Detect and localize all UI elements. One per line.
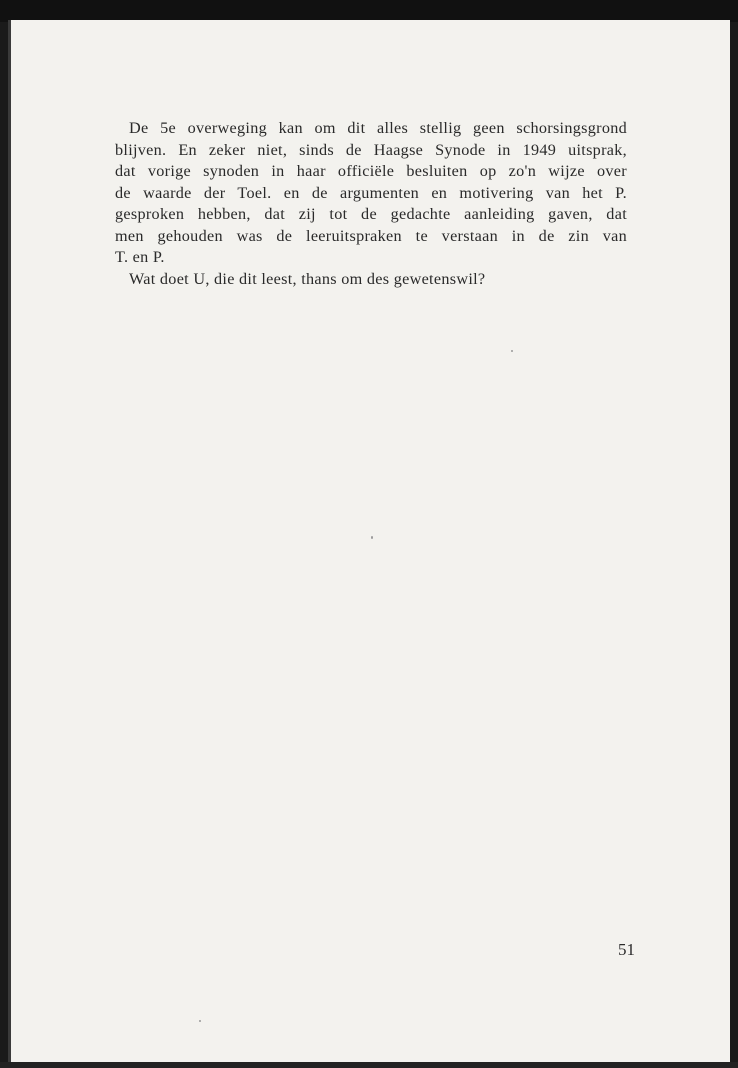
paragraph-1-line-7: T. en P.: [115, 248, 165, 266]
scan-speck: [371, 536, 373, 539]
document-page: [8, 20, 730, 1066]
paragraph-1-line-3: dat vorige synoden in haar officiële besluiten op zo'n wijze over: [115, 162, 627, 180]
scan-bottom-edge: [0, 1062, 738, 1068]
scan-speck: [199, 1020, 201, 1022]
paragraph-1-line-1: De 5e overweging kan om dit alles stellig geen schorsingsgrond: [129, 119, 627, 137]
body-text: [115, 118, 627, 290]
paragraph-2-line-1: Wat doet U, die dit leest, thans om des gewetenswil?: [129, 269, 486, 288]
paragraph-1-line-6: men gehouden was de leeruitspraken te verstaan in de zin van: [115, 226, 627, 245]
scan-speck: [511, 350, 513, 352]
page-number: 51: [618, 940, 635, 959]
paragraph-1-line-4: de waarde der Toel. en de argumenten en motivering van het P.: [115, 183, 627, 202]
paragraph-1-line-2: blijven. En zeker niet, sinds de Haagse Synode in 1949 uitsprak,: [115, 140, 627, 159]
scan-top-edge: [0, 0, 738, 22]
paragraph-1-line-5: gesproken hebben, dat zij tot de gedachte aanleiding gaven, dat: [115, 205, 627, 223]
